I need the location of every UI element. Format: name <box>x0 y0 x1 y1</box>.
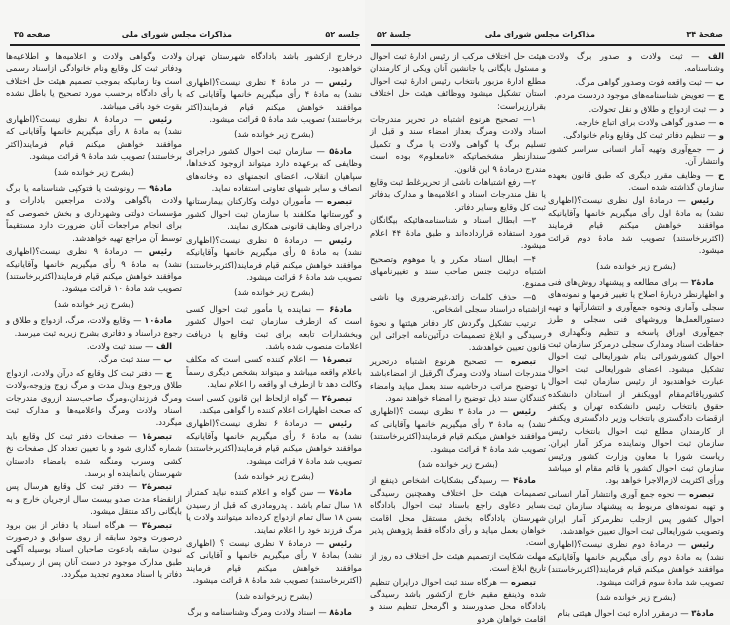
paragraph-lead: رئیس <box>328 538 352 549</box>
paragraph-lead: رئیس <box>328 418 352 429</box>
paragraph-lead: تبصرهٔ۲ <box>141 481 172 492</box>
text-column-right <box>548 50 724 619</box>
paragraph <box>548 169 724 194</box>
paragraph <box>370 176 546 213</box>
paragraph-lead: تبصره <box>327 196 352 207</box>
paragraph-lead: ج <box>717 90 724 101</box>
paragraph-text: درخارج ازکشور باشد بادادگاه شهرستان تهران خواهدبود. <box>186 51 362 74</box>
paragraph-text: ۴— ابطال اسناد مکرر و یا موهوم وتصحیح اشتباه درثبت جنس صاحب سند و تغییرنامهای ممنوع. <box>370 253 546 289</box>
paragraph-text: — نماینده یا مأمور ثبت احوال کسی است که ازطرف سازمان ثبت احوال کشور وبخشدارات تابعه برای ثبت وقایع یا دریافت اعلامات منصوب شده باشد. <box>186 303 362 351</box>
paragraph-lead: مادهٔ۵ <box>329 145 352 156</box>
paragraph-text: ۲— رفع اشتباهات ناشی از تحریرغلط ثبت وقایع یا نقل مندرجات اسناد و اعلامیه‌ها و مدارک بدفاتر ثبت کل وقایع وسایر دفاتر. <box>370 177 546 212</box>
paragraph <box>6 340 182 352</box>
paragraph-text: ولادت وگواهی ولادت و اعلامیه‌ها و اطلاعیه‌ها ودفاتر ثبت کل وقایع ونام خانوادگی ازاسناد رسمی است وتا زمانیکه بموجب تصمیم هیئت حل اختلاف یا رأی دادگاه برحسب مورد تصحیح یا باطل نشده بقوت خود باقی میباشد. <box>6 51 182 111</box>
session-number: جلسه ۵۲ <box>325 30 360 39</box>
paragraph-text: — در مادهٔ ۴ نظری نیست؟(اظهاری نشد) به مادهٔ ۴ رأی میگیریم خانمها وآقایانی که موافقند خواهش میکنم قیام فرمایند(اکثر برخاستند) تصویب شد مادهٔ ۵ قرائت میشود. <box>186 76 362 125</box>
paragraph-lead: الف <box>156 340 172 351</box>
paragraph-lead: مادهٔ۷ <box>329 487 352 498</box>
paragraph-lead: مادهٔ۴ <box>513 475 536 486</box>
paragraph-text: — درمادهٔ ۷ نظری نیست ؟ (اظهاری نشد) بمادهٔ ۷ رأی میگیریم خانمها و آقایانی که موافقند خواهش میکنم قیام فرمایند (اکثربرخاستند) تصویب شد مادهٔ ۸ قرائت میشود. <box>186 538 362 586</box>
paragraph-text: (بشرح زیر خوانده شد) <box>234 471 314 481</box>
paragraph-lead: مادهٔ۸ <box>329 607 352 618</box>
paragraph-lead: مادهٔ۲ <box>691 276 714 287</box>
paragraph-text: — سند ثبت مرگ. <box>98 354 164 365</box>
paragraph <box>6 113 182 163</box>
paragraph-lead: رئیس <box>148 246 172 257</box>
paragraph-text: (بشرح زیر خوانده شد) <box>234 287 314 298</box>
paragraph-lead: ج <box>165 367 172 378</box>
paragraph <box>370 355 546 405</box>
paragraph <box>6 430 182 480</box>
paragraph <box>548 607 724 619</box>
reading-note <box>186 286 362 298</box>
left-page <box>0 0 365 618</box>
page-header <box>371 30 725 44</box>
paragraph-lead: مادهٔ۱۰ <box>144 315 172 326</box>
paragraph-text: — درمادهٔ دوم نظری نیست؟(اظهاری نشد) به مادهٔ دوم رأی میگیریم خانمها وآقایانیکه موافقند خواهش میکنم قیام فرمایند(اکثربرخاستند) تصویب شد مادهٔ سوم قرائت میشود. <box>548 539 724 587</box>
paragraph <box>6 182 182 244</box>
paragraph-lead: تبصره <box>511 355 536 366</box>
text-column-left <box>6 50 182 595</box>
paragraph-text: — تصحیح هرنوع اشتباه درتحریر مندرجات اسناد ولادت ومرگ اگرقبل از امضاءباشد با توضیح مراتب درحاشیه سند بعمل میاید وامضاء کنندگان سند ذیل توضیح را امضاء خواهند نمود. <box>370 355 546 403</box>
paragraph <box>6 314 182 339</box>
paragraph-text: — سن گواه و اعلام کننده نباید کمتراز ۱۸ سال تمام باشد . پدرومادری که قبل از رسیدن بسن ۱۸ سال تمام ازدواج کرده‌اند میتوانند ولادت یا مرگ فرزند خود را اعلام نمایند. <box>186 487 362 535</box>
paragraph-lead: الف <box>708 51 724 61</box>
paragraph-text: — دفتر ثبت کل وقایع که درآن ولادت، ازدواج طلاق ورجوع وبذل مدت و مرگ زوج وزوجه،ولادت ومرگ فرزندان،ومرگ صاحب‌سند ازروی مندرجات اسناد ولادت ومرگ واعلامیه‌ها و مدارک ثبت میگردد. <box>6 367 182 428</box>
paragraph <box>370 253 546 290</box>
paragraph-text: — درمادهٔ ۹ نظری نیست؟(اظهاری نشد) به مادهٔ ۹ رأی میگیریم خانمها وآقایانیکه موافقند خواهش میکنم قیام فرمایند(اکثربرخاستند) تصویب شد مادهٔ ۱۰ قرائت میشود. <box>6 246 182 294</box>
paragraph-lead: رئیس <box>690 539 714 550</box>
text-column-left <box>370 50 546 624</box>
paragraph-text: (بشرح زیر خوانده شد) <box>54 166 134 177</box>
paragraph-text: — در مادهٔ ۳ نظری نیست ؟(اظهاری نشد) به مادهٔ ۳ رأی میگیریم خانمها وآقایانی که موافقند خواهش میکنم قیام فرمایند(اکثربرخاستند) تصویب شد مادهٔ ۴ قرائت میشود. <box>370 406 546 454</box>
paragraph-lead: ح <box>717 169 724 180</box>
paragraph <box>548 194 724 256</box>
paragraph <box>6 519 182 581</box>
paragraph-lead: و <box>718 130 724 141</box>
paragraph <box>370 113 546 175</box>
paragraph-text: — درمادهٔ ۶ نظری نیست؟(اظهاری نشد) به مادهٔ ۶ رأی میگیریم خانمها وآقایانیکه موافقند خواهش میکنم قیام فرمایند(اکثربرخاستند) تصویب شد مادهٔ ۷ قرائت میشود. <box>186 418 362 466</box>
paragraph-text: — ثبت ولادت و صدور برگ ولادت وشناسنامه. <box>548 51 724 74</box>
paragraph-text: — رسیدگی بشکایات اشخاص ذینفع از تصمیمات هیئت حل اختلاف وهمچنین رسیدگی بسایر دعاوی راجع باسناد ثبت احوال بادادگاه شهرستان یادادگاه بخش مستقل محل اقامت خواهان بعمل میاید و رأی دادگاه فقط پژوهش پذیر است. <box>370 475 546 548</box>
paragraph <box>6 245 182 295</box>
paragraph <box>548 538 724 588</box>
paragraph-lead: تبصرهٔ۲ <box>321 392 352 403</box>
paragraph-text: — رونوشت یا فتوکپی شناسنامه یا برگ ولادت باگواهی ولادت مراجعین بادارات و مؤسسات دولتی وشهرداری و بخش خصوصی که برای انجام مراجعات آنان ضرورت دارد مستقیماً توسط آن مراجع تهیه خواهدشد. <box>6 183 182 243</box>
right-page <box>365 0 730 624</box>
paragraph <box>370 214 546 251</box>
paragraph-text: — وقایع ولادت، مرگ، ازدواج و طلاق و رجوع دراسناد و دفاتری بشرح زیربه ثبت میرسد. <box>6 315 182 338</box>
reading-note <box>6 166 182 178</box>
paragraph-lead: ه <box>719 117 724 128</box>
paragraph-lead: تبصرهٔ۱ <box>321 354 352 365</box>
paragraph-text: — سند ثبت ولادت. <box>86 340 156 351</box>
paragraph-lead: رئیس <box>328 234 352 245</box>
running-title: مذاکرات مجلس شورای ملی <box>484 30 595 39</box>
paragraph <box>186 537 362 587</box>
paragraph-text: ۱— تصحیح هرنوع اشتباه در تحریر مندرجات اسناد ولادت ومرگ بعداز امضاء سند و قبل از تسلیم برگ یا گواهی ولادت یا مرگ و تکمیل سندازنظر مشخصاتیکه «نامعلوم» بوده است مندرج درمادهٔ ۹ این قانون. <box>370 114 546 174</box>
paragraph <box>186 417 362 467</box>
paragraph-text: هیئت حل اختلاف مرکب از رئیس ادارهٔ ثبت احوال و مسئول بایگانی یا جانشین آنان ویکی از کارمندان مطلع ادارهٔ مزبور بانتخاب رئیس ادارهٔ ثبت احوال استان تشکیل میشود ووظائف هیئت حل اختلاف بقرارزیراست: <box>370 51 546 111</box>
paragraph-text: — صفحات دفتر ثبت کل وقایع باید شماره گذاری شود و با تعیین تعداد کل صفحات نخ کشی وسرب ومنگنه شده بامضاء دادستان شهرستان یانماینده او برسد. <box>6 430 182 478</box>
page-header <box>10 30 360 44</box>
paragraph-text: مهلت شکایت ازتصمیم هیئت حل اختلاف ده روز از تاریخ ابلاغ است. <box>370 550 546 574</box>
paragraph-lead: تبصره <box>689 488 714 499</box>
paragraph <box>548 116 724 128</box>
paragraph-text: (بشرح زیر خوانده شد) <box>54 298 134 309</box>
page-number: صفحهٔ ۳۴ <box>686 30 723 39</box>
paragraph-text: — مأموران دولت وکارکنان بیمارستانها و گورستانها مکلفند با سازمان ثبت احوال کشور دراجرای وظایف قانونی همکاری نمایند. <box>186 196 362 232</box>
paragraph <box>548 129 724 141</box>
paragraph-text: ترتیب تشکیل وگردش کار دفاتر هیئتها و نحوهٔ رسیدگی و ابلاغ تصمیمات درآئین‌نامه اجرائی این قانون تعیین خواهدشد. <box>370 317 546 353</box>
paragraph-text: — تنظیم دفاتر ثبت کل وقایع ونام خانوادگی. <box>563 130 719 141</box>
text-column-right <box>186 50 362 618</box>
paragraph-text: — درمادهٔ ۸ نظری نیست؟(اظهاری نشد) به مادهٔ ۸ رأی میگیریم خانمها وآقایانی که موافقند خواهش میکنم قیام فرمایند(اکثر برخاستند) تصویب شد مادهٔ ۹ قرائت میشود. <box>6 114 182 162</box>
paragraph-lead: رئیس <box>690 195 714 206</box>
paragraph-lead: ب <box>163 354 172 365</box>
paragraph-text: — درمادهٔ اول نظری نیست؟(اظهاری نشد) به مادهٔ اول رأی میگیریم خانمها وآقایانیکه موافقند خواهش میکنم قیام فرمایند (اکثربرخاستند) تصویب شد مادهٔ دوم قرائت میشود. <box>548 195 724 256</box>
paragraph-text: (بشرح زیر خوانده شد) <box>234 129 314 140</box>
paragraph <box>6 50 182 112</box>
paragraph-text: — برای مطالعه و پیشنهاد روش‌های فنی و اظهارنظر دربارهٔ اصلاح یا تغییر فرمها و نمونه‌های سجلی وآماری ونحوه جمع‌آوری و انتشارآنها و تهیه دستورالعمل‌ها وروشهای فنی سجلی و طرز جمع‌آوری اوراق پاسخه و تنظیم ونگهداری و حفاظت اسناد ومدارک سجلی درمرکز سازمان ثبت احوال کشورشورائی بنام شورایعالی ثبت احوال تشکیل میشود. اعضای شورایعالی ثبت احوال عبارت خواهندبود از رئیس سازمان ثبت احوال کشوریاقائم‌مقام اوویکنفر از استادان دانشکده حقوق بانتخاب رئیس دانشکده تهران و یکنفر ازقضات دادگستری بانتخاب وزیر دادگستری ویکنفر از کارمندان مطلع ثبت احوال بانتخاب رئیس سازمان ثبت احوال ونماینده مرکز آمار ایران. ریاست شورا با معاون وزارت کشور ورئیس سازمان ثبت احوال کشور یا قائم مقام او میباشد ورأی اکثریت لازم‌الاجرا خواهد بود. <box>548 276 724 486</box>
paragraph <box>186 606 362 618</box>
paragraph <box>370 317 546 354</box>
paragraph-text: — اسناد ولادت ومرگ وشناسنامه و برگ <box>187 607 330 618</box>
reading-note <box>186 128 362 140</box>
paragraph <box>548 76 724 88</box>
paragraph <box>370 474 546 548</box>
paragraph <box>186 145 362 195</box>
paragraph <box>186 353 362 390</box>
paragraph-text: — نحوه جمع آوری وانتشار آمار انسانی و تهیه نمونه‌های مربوط به پیشنهاد سازمان ثبت احوال کشور پس ازجلب نظرمرکز آمار ایران وتصویب شورایعالی ثبت احوال تعیین خواهدشد. <box>548 488 724 537</box>
reading-note <box>6 298 182 310</box>
reading-note <box>370 458 546 470</box>
paragraph-lead: مادهٔ۶ <box>329 303 352 314</box>
reading-note <box>186 470 362 482</box>
paragraph-lead: تبصرهٔ۳ <box>141 519 172 530</box>
paragraph-lead: ز <box>719 143 724 154</box>
paragraph-lead: د <box>719 103 724 114</box>
paragraph <box>548 143 724 168</box>
header-rule <box>371 44 725 46</box>
paragraph <box>370 50 546 112</box>
paragraph <box>548 276 724 487</box>
paragraph-text: — ثبت ازدواج و طلاق و نقل تحولات. <box>588 103 720 114</box>
paragraph-lead: رئیس <box>328 76 352 87</box>
paragraph <box>186 50 362 75</box>
paragraph-lead: تبصره <box>511 576 536 587</box>
paragraph-text: (بشرح زیر خوانده شد) <box>596 260 676 271</box>
paragraph-text: ۳— ابطال اسناد و شناسنامه‌هائیکه بیگانگان مورد استفاده قرارداده‌اند و طبق مادهٔ ۴۴ اعلام میشود. <box>370 215 546 251</box>
paragraph <box>6 367 182 429</box>
paragraph <box>186 392 362 417</box>
page-number: صفحه ۳۵ <box>14 30 51 39</box>
paragraph-text: — درمقرر اداره ثبت احوال هیئتی بنام <box>557 608 692 619</box>
paragraph <box>370 550 546 575</box>
paragraph-lead: رئیس <box>512 406 536 417</box>
paragraph-text: — ثبت واقعه فوت وصدور گواهی مرگ. <box>575 76 716 87</box>
reading-note <box>548 591 724 603</box>
paragraph <box>370 291 546 316</box>
paragraph-lead: مادهٔ۹ <box>149 183 172 194</box>
paragraph <box>548 488 724 538</box>
paragraph-text: — وظایف مقرر دیگری که طبق قانون بعهده سازمان گذاشته شده است. <box>548 169 724 193</box>
paragraph-text: ۵— حذف کلمات زائد،غیرضروری ویا ناشی ازاشتباه دراسناد سجلی اشخاص. <box>370 291 546 315</box>
paragraph <box>186 303 362 353</box>
paragraph-lead: رئیس <box>148 114 172 125</box>
paragraph-text: — صدور گواهی ولادت برای اتباع خارجه. <box>575 117 720 128</box>
paragraph-lead: مادهٔ۳ <box>691 608 714 619</box>
paragraph <box>548 89 724 101</box>
session-number: جلسهٔ ۵۲ <box>377 30 412 39</box>
paragraph-text: — درمادهٔ ۵ نظری نیست؟(اظهاری نشد) به مادهٔ ۵ رأی میگیریم خانمها وآقایانیکه موافقند خواهش میکنم قیام فرمایند(اکثربرخاستند) تصویب شد مادهٔ ۶ قرائت میشود. <box>186 234 362 282</box>
paragraph-text: — دفتر ثبت کل وقایع هرسال پس ازانقضاء مدت صدو بیست سال ازجریان خارج و به بایگانی راکد منتقل میشود. <box>6 481 182 517</box>
paragraph-text: — هرگاه سند ثبت احوال درایران تنظیم شده وذینفع مقیم خارج ازکشور باشد رسیدگی بادادگاه محل صدورسند و اگرمحل تنظیم سند و اقامت خواهان هردو <box>370 576 546 624</box>
header-rule <box>10 44 360 46</box>
paragraph <box>186 486 362 536</box>
paragraph-lead: ب <box>715 76 724 87</box>
paragraph <box>186 234 362 284</box>
reading-note <box>548 260 724 272</box>
paragraph <box>370 576 546 625</box>
paragraph <box>370 405 546 455</box>
paragraph-lead: تبصرهٔ۱ <box>141 430 172 441</box>
paragraph <box>548 103 724 115</box>
paragraph-text: — سازمان ثبت احوال کشور دراجرای وظایفی که برعهده دارد میتواند ازوجود کدخداها، سپاهیان انقلاب، اعضای انجمنهای ده وخانه‌های انصاف و سایر شبهای تعاونی استفاده نماید. <box>186 145 362 194</box>
paragraph <box>548 50 724 75</box>
paragraph-text: — گواه ازلحاظ این قانون کسی است که صحت اظهارات اعلام کننده را گواهی میکند. <box>186 392 362 415</box>
paragraph-text: — هرگاه اسناد یا دفاتر از بین برود درصورت وجود سابقه از روی سوابق و درصورت نبودن سابقه بادعوت صاحبان اسناد بوسیله آگهی طبق مدارک موجود در دست آنان پس از رسیدگی دفاتر یا اسناد معدوم تجدید میگردد. <box>6 519 182 580</box>
paragraph-text: — تعویض شناسنامه‌های موجود دردست مردم. <box>554 90 718 101</box>
paragraph <box>6 480 182 517</box>
paragraph <box>186 76 362 126</box>
paragraph <box>6 353 182 365</box>
paragraph-text: — جمع‌آوری وتهیه آمار انسانی سراسر کشور وانتشار آن. <box>548 143 724 167</box>
running-title: مذاکرات مجلس شورای ملی <box>121 30 232 39</box>
paragraph-text: — اعلام کننده کسی است که مکلف باعلام واقعه میباشد و میتواند بشخص دیگری رسماً وکالت دهد تا ازطرف او واقعه را اعلام نماید. <box>186 354 362 390</box>
reading-note <box>186 590 362 602</box>
paragraph <box>186 195 362 232</box>
paragraph-text: (بشرح زیر خوانده شد) <box>418 459 498 469</box>
paragraph-text: (بشرح زیرخوانده شد) <box>235 590 313 601</box>
paragraph-text: (بشرح زیر خوانده شد) <box>596 592 676 603</box>
